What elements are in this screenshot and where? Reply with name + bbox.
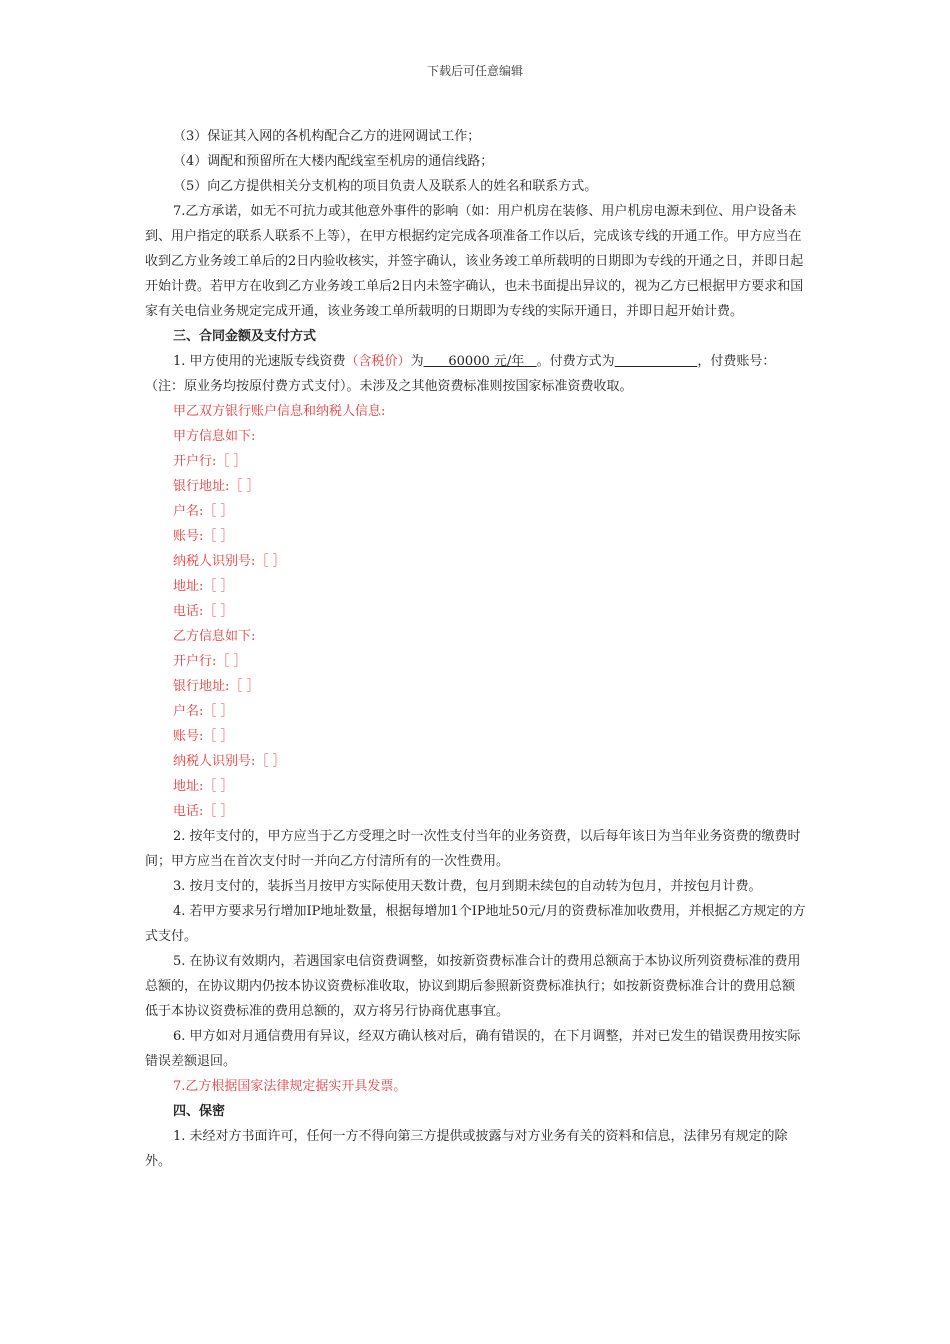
party-b-field: 电话:［ ］ [173, 804, 234, 819]
section-3-item-3: 3. 按月支付的，装拆当月按甲方实际使用天数计费，包月到期未续包的自动转为包月，并按包月计费。 [173, 879, 762, 894]
fee-amount: 60000 元/年 [448, 354, 525, 369]
section-3-item-6: 6. 甲方如对月通信费用有异议，经双方确认核对后，确有错误的，在下月调整，并对已发生的错误费用按实际错误差额退回。 [145, 1029, 801, 1069]
section-3-item-7: 7.乙方根据国家法律规定据实开具发票。 [173, 1079, 407, 1094]
list-item: （5）向乙方提供相关分支机构的项目负责人及联系人的姓名和联系方式。 [173, 179, 598, 194]
party-a-field: 银行地址:［ ］ [173, 479, 260, 494]
list-item: （4）调配和预留所在大楼内配线室至机房的通信线路； [173, 154, 494, 169]
party-a-field: 地址:［ ］ [173, 579, 234, 594]
bank-info-block [145, 399, 807, 824]
party-a-heading: 甲方信息如下: [173, 429, 256, 444]
party-b-field: 户名:［ ］ [173, 704, 234, 719]
section-4-title: 四、保密 [173, 1104, 226, 1119]
party-a-field: 纳税人识别号:［ ］ [173, 554, 286, 569]
bank-info-heading: 甲乙双方银行账户信息和纳税人信息: [173, 404, 386, 419]
fee-after: 。付费方式为 [536, 354, 615, 369]
section-3-item-5: 5. 在协议有效期内，若遇国家电信资费调整，如按新资费标准合计的费用总额高于本协议所列资费标准的费用总额的，在协议期内仍按本协议资费标准收取，协议到期后参照新资费标准执行；如按新资费标准合计的费用总额低于本协议资费标准的费用总额的，双方将另行协商优惠事宜。 [145, 954, 801, 1019]
section-3-title: 三、合同金额及支付方式 [173, 329, 317, 344]
party-b-field: 纳税人识别号:［ ］ [173, 754, 286, 769]
clause-7-commitment: 7.乙方承诺，如无不可抗力或其他意外事件的影响（如：用户机房在装修、用户机房电源未到位、用户设备未到、用户指定的联系人联系不上等），在甲方根据约定完成各项准备工作以后，完成该专线的开通工作。甲方应当在收到乙方业务竣工单后的2日内验收核实，并签字确认，该业务竣工单所载明的日期即为专线的开通之日，并即日起开始计费。若甲方在收到乙方业务竣工单后2日内未签字确认，也未书面提出异议的，视为乙方已根据甲方要求和国家有关电信业务规定完成开通，该业务竣工单所载明的日期即为专线的实际开通日，并即日起开始计费。 [145, 204, 804, 319]
fee-mid: 为 [410, 354, 424, 369]
party-b-heading: 乙方信息如下: [173, 629, 256, 644]
party-a-field: 开户行:［ ］ [173, 454, 247, 469]
fee-end: ，付费账号：（注：原业务均按原付费方式支付）。未涉及之其他资费标准则按国家标准资费收取。 [145, 354, 776, 394]
section-4-item-1: 1. 未经对方书面许可，任何一方不得向第三方提供或披露与对方业务有关的资料和信息，法律另有规定的除外。 [145, 1129, 788, 1169]
party-b-field: 地址:［ ］ [173, 779, 234, 794]
tax-note: （含税价） [345, 354, 411, 369]
party-a-field: 户名:［ ］ [173, 504, 234, 519]
section-3-item-2: 2. 按年支付的，甲方应当于乙方受理之时一次性支付当年的业务资费，以后每年该日为当年业务资费的缴费时间；甲方应当在首次支付时一并向乙方付清所有的一次性费用。 [145, 829, 801, 869]
document-body [145, 124, 807, 1174]
fee-prefix: 1. 甲方使用的光速版专线资费 [173, 354, 346, 369]
page-header-note: 下载后可任意编辑 [426, 64, 523, 78]
party-b-field: 银行地址:［ ］ [173, 679, 260, 694]
party-b-field: 账号:［ ］ [173, 729, 234, 744]
party-b-field: 开户行:［ ］ [173, 654, 247, 669]
party-a-field: 账号:［ ］ [173, 529, 234, 544]
party-a-field: 电话:［ ］ [173, 604, 234, 619]
payment-method-blank [615, 354, 698, 369]
list-item: （3）保证其入网的各机构配合乙方的进网调试工作； [173, 129, 481, 144]
section-3-item-1 [145, 349, 807, 399]
section-3-item-4: 4. 若甲方要求另行增加IP地址数量，根据每增加1个IP地址50元/月的资费标准加收费用，并根据乙方规定的方式支付。 [145, 904, 806, 944]
